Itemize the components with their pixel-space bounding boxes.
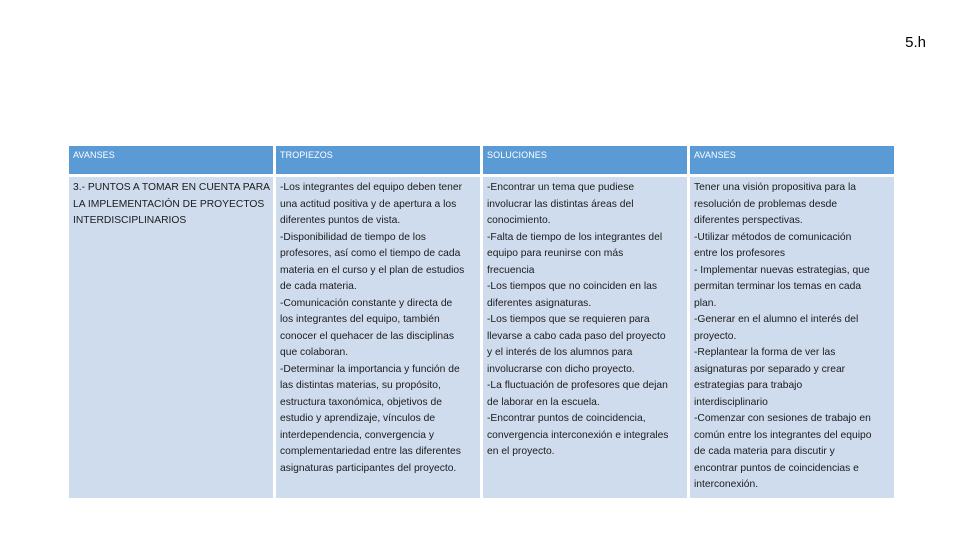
cell-text-line: de cada materia. xyxy=(280,281,357,292)
cell-text-line: -Disponibilidad de tiempo de los xyxy=(280,231,426,243)
cell-text-line: materia en el curso y el plan de estudios xyxy=(280,264,465,276)
cell-text-line: -Encontrar puntos de coincidencia, xyxy=(487,413,646,424)
cell-text-line: y el interés de los alumnos para xyxy=(487,347,633,358)
cell-text-line: -Generar en el alumno el interés del xyxy=(694,314,859,325)
cell-text-line: - Implementar nuevas estrategias, que xyxy=(694,264,870,276)
cell-text-line: estrategias para trabajo xyxy=(694,380,803,391)
header-soluciones: SOLUCIONES xyxy=(483,146,687,174)
cell-text-line: -Utilizar métodos de comunicación xyxy=(694,231,852,243)
cell-text-line: interdependencia, convergencia y xyxy=(280,429,434,441)
cell-text-line: diferentes asignaturas. xyxy=(487,297,592,309)
cell-text-line: los integrantes del equipo, también xyxy=(280,314,440,325)
cell-text-line: llevarse a cabo cada paso del proyecto xyxy=(487,330,666,342)
cell-text-line: convergencia interconexión e integrales xyxy=(487,429,669,441)
cell-text-line: proyecto. xyxy=(694,330,737,342)
cell-text-line: -Comenzar con sesiones de trabajo en xyxy=(694,413,871,424)
interdisciplinary-projects-table xyxy=(66,143,897,501)
cell-text-line: -Los tiempos que se requieren para xyxy=(487,314,650,325)
cell-text-line: interdisciplinario xyxy=(694,396,768,408)
cell-text-line: -La fluctuación de profesores que dejan xyxy=(487,380,668,391)
cell-text-line: resolución de problemas desde xyxy=(694,198,838,210)
cell-text-line: que colaboran. xyxy=(280,347,349,358)
cell-text-line: Tener una visión propositiva para la xyxy=(694,182,856,193)
cell-avanses xyxy=(690,177,894,498)
cell-soluciones xyxy=(483,177,687,498)
header-avanses-2: AVANSES xyxy=(690,146,894,174)
cell-text-line: profesores, así como el tiempo de cada xyxy=(280,248,461,259)
cell-text-line: asignaturas por separado y crear xyxy=(694,363,846,375)
cell-text-line: -Encontrar un tema que pudiese xyxy=(487,182,635,193)
cell-text-line: conocimiento. xyxy=(487,215,551,226)
cell-text-line: común entre los integrantes del equipo xyxy=(694,429,872,441)
cell-text-line: involucrar las distintas áreas del xyxy=(487,198,634,210)
header-avanses-1: AVANSES xyxy=(69,146,273,174)
cell-text-line: las distintas materias, su propósito, xyxy=(280,380,441,391)
cell-text-line: interconexión. xyxy=(694,479,759,490)
cell-text-line: frecuencia xyxy=(487,264,535,276)
cell-topic xyxy=(69,177,273,498)
cell-tropiezos xyxy=(276,177,480,498)
cell-text-line: involucrarse con dicho proyecto. xyxy=(487,363,635,375)
cell-text-line: diferentes perspectivas. xyxy=(694,215,803,226)
cell-text-line: equipo para reunirse con más xyxy=(487,248,624,259)
cell-text-line: LA IMPLEMENTACIÓN DE PROYECTOS xyxy=(73,198,265,210)
table-header-row xyxy=(69,146,894,174)
cell-text-line: una actitud positiva y de apertura a los xyxy=(280,198,457,210)
cell-text-line: estudio y aprendizaje, vínculos de xyxy=(280,413,436,424)
slide-number: 5.h xyxy=(905,34,926,51)
cell-text-line: de laborar en la escuela. xyxy=(487,396,600,408)
cell-text-line: encontrar puntos de coincidencias e xyxy=(694,462,859,474)
cell-text-line: entre los profesores xyxy=(694,248,786,259)
table-row xyxy=(69,177,894,498)
cell-text-line: conocer el quehacer de las disciplinas xyxy=(280,330,455,342)
cell-text-line: 3.- PUNTOS A TOMAR EN CUENTA PARA xyxy=(73,182,271,193)
cell-text-line: plan. xyxy=(694,297,717,309)
cell-text-line: -Replantear la forma de ver las xyxy=(694,347,836,358)
cell-text-line: de cada materia para discutir y xyxy=(694,446,835,457)
cell-text-line: -Comunicación constante y directa de xyxy=(280,297,453,309)
cell-text-line: -Los tiempos que no coinciden en las xyxy=(487,281,658,292)
cell-text-line: -Los integrantes del equipo deben tener xyxy=(280,182,463,193)
cell-text-line: asignaturas participantes del proyecto. xyxy=(280,462,457,474)
cell-text-line: permitan terminar los temas en cada xyxy=(694,281,862,292)
cell-text-line: complementariedad entre las diferentes xyxy=(280,446,461,457)
cell-text-line: INTERDISCIPLINARIOS xyxy=(73,215,187,226)
cell-text-line: -Determinar la importancia y función de xyxy=(280,363,460,375)
cell-text-line: en el proyecto. xyxy=(487,446,555,457)
header-tropiezos: TROPIEZOS xyxy=(276,146,480,174)
cell-text-line: estructura taxonómica, objetivos de xyxy=(280,396,442,408)
cell-text-line: diferentes puntos de vista. xyxy=(280,215,401,226)
cell-text-line: -Falta de tiempo de los integrantes del xyxy=(487,231,663,243)
